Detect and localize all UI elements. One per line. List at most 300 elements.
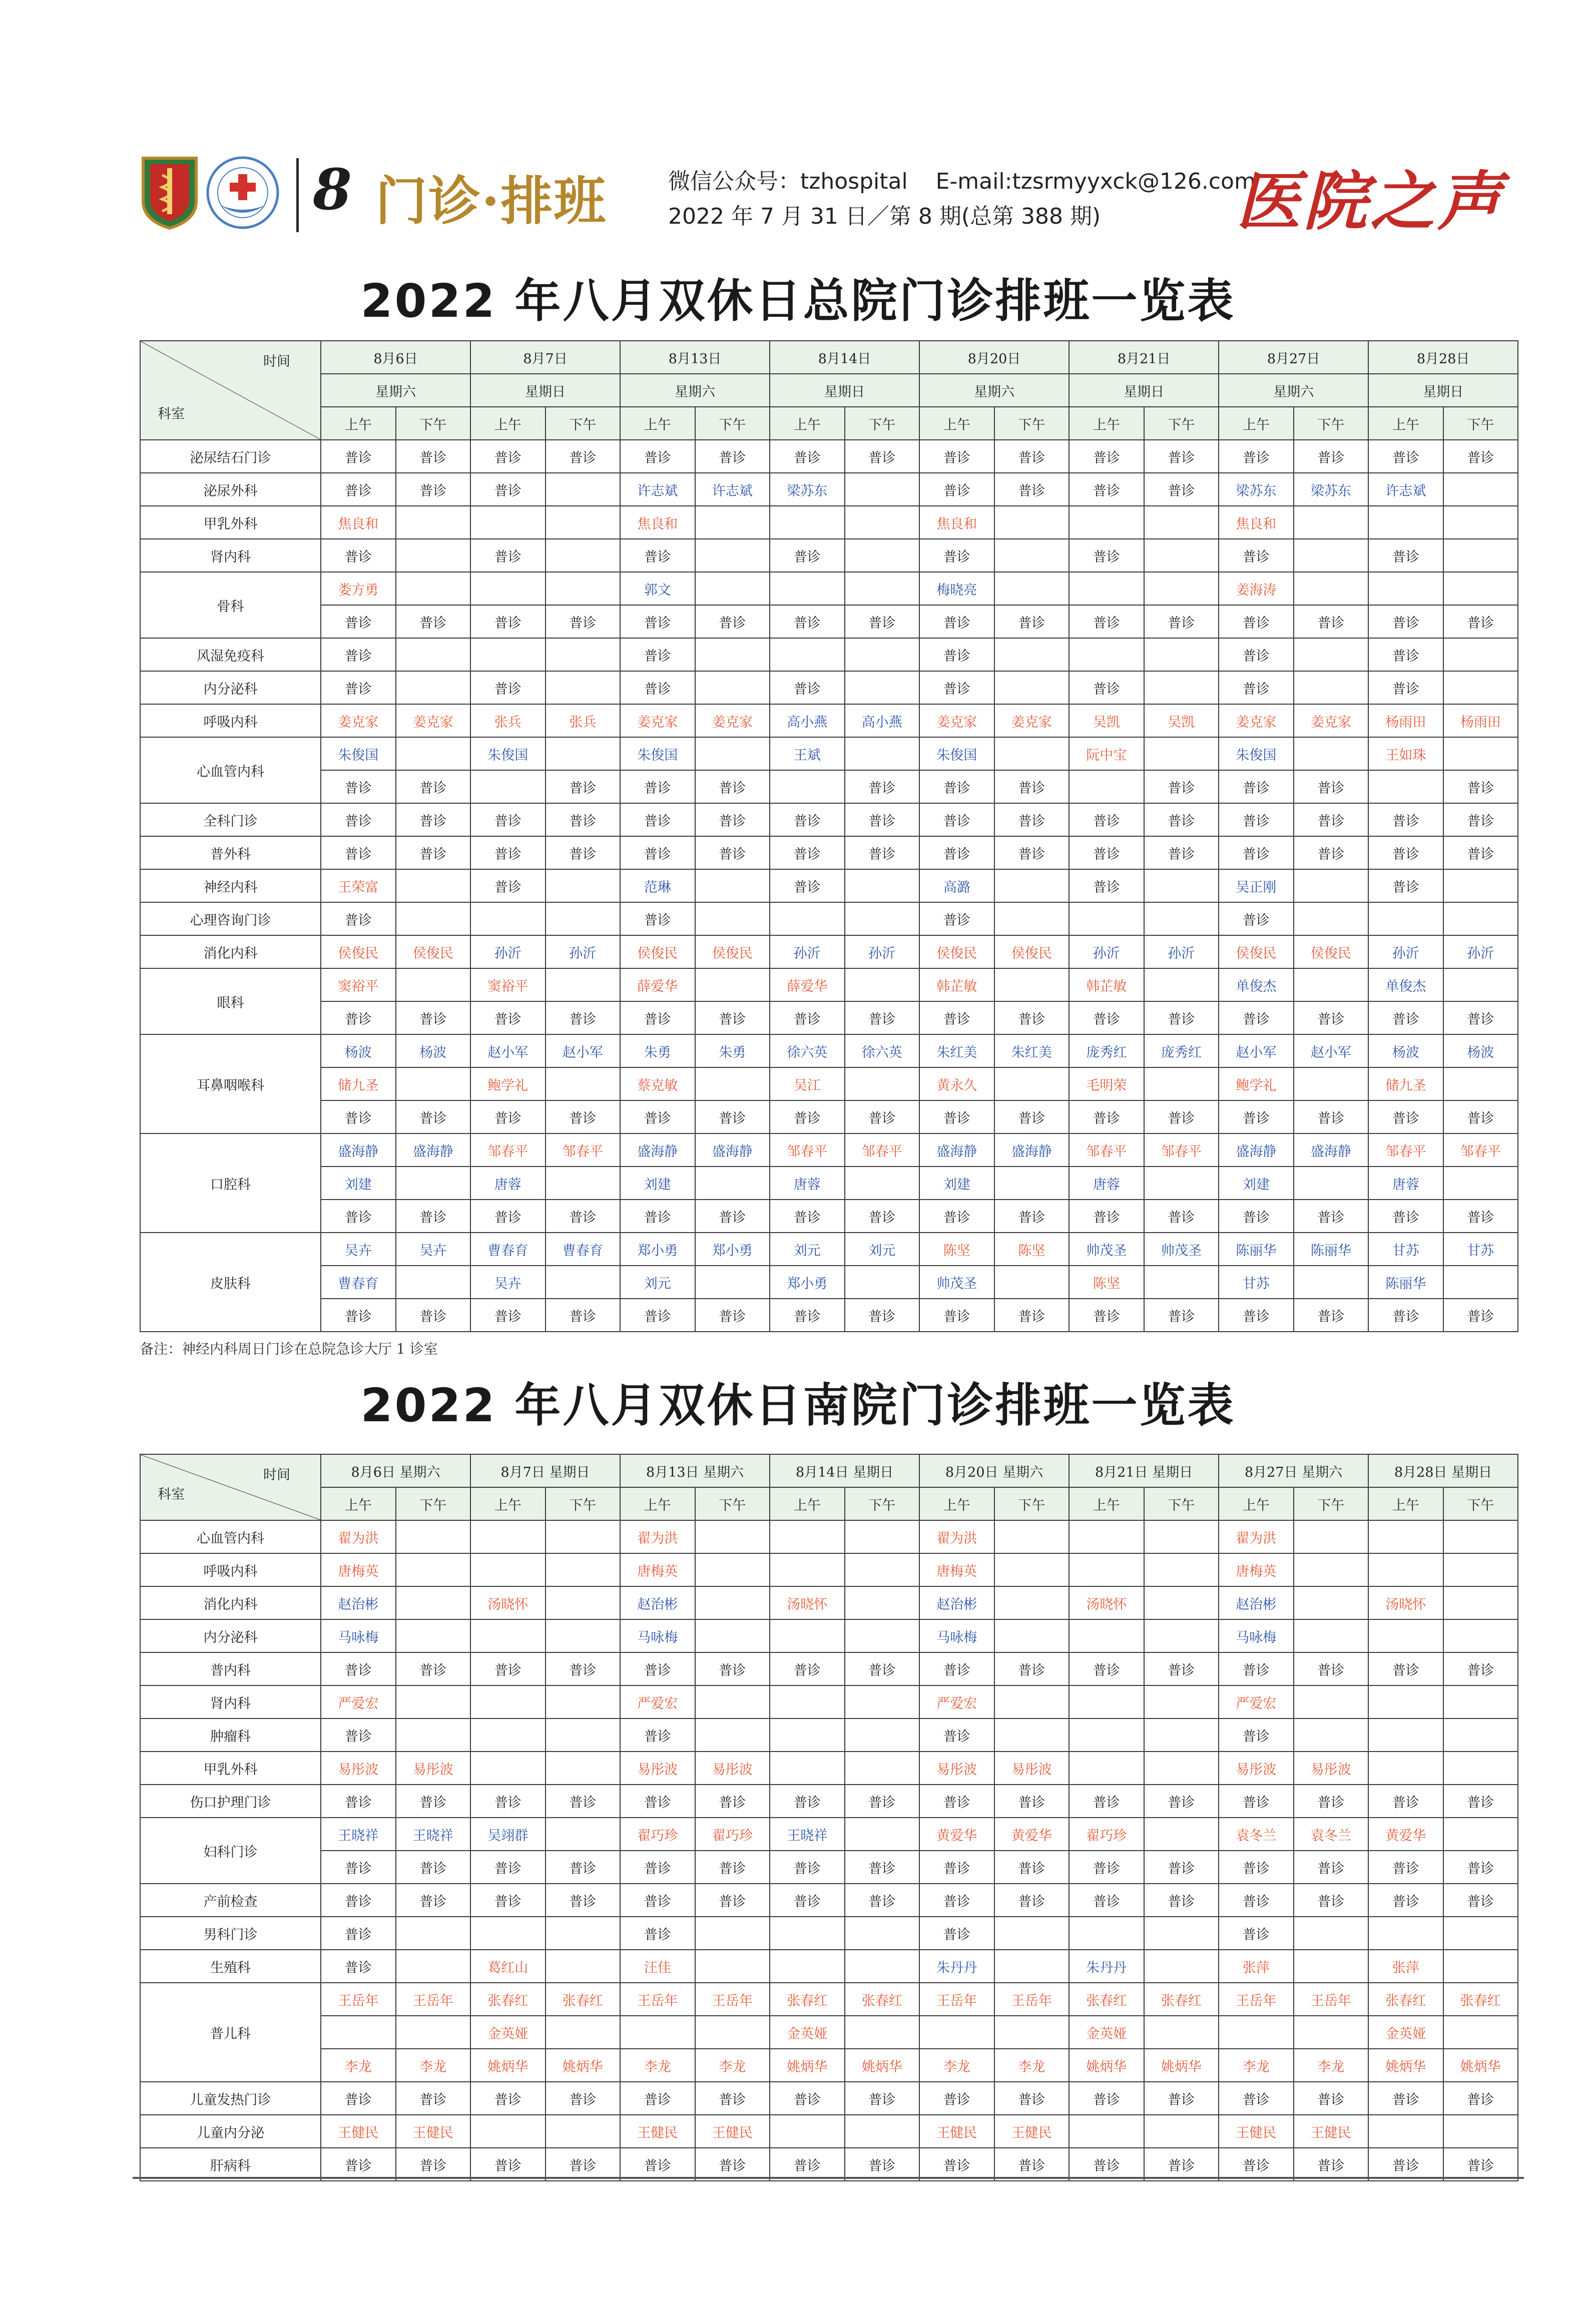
weekday-header: 星期六: [321, 374, 470, 407]
schedule-row: [140, 1520, 1518, 1553]
corner-dept-label: 科室: [158, 406, 185, 422]
schedule-row: [140, 1167, 1518, 1200]
schedule-cell: 赵治彬: [919, 1586, 994, 1619]
schedule-row: [140, 671, 1518, 704]
schedule-cell: 普诊: [1144, 605, 1219, 638]
schedule-cell: [994, 1950, 1070, 1983]
schedule-row: [140, 1100, 1518, 1133]
schedule-cell: [1294, 671, 1369, 704]
schedule-row: [140, 902, 1518, 935]
schedule-cell: 普诊: [321, 902, 396, 935]
schedule-cell: 朱俊国: [620, 737, 695, 770]
schedule-cell: 普诊: [770, 803, 845, 836]
schedule-cell: 普诊: [1069, 539, 1144, 572]
schedule-cell: 王岳年: [1219, 1983, 1294, 2016]
schedule-cell: 普诊: [919, 1200, 994, 1233]
schedule-cell: [396, 1718, 471, 1752]
schedule-cell: 普诊: [1219, 770, 1294, 803]
schedule-cell: [1443, 902, 1518, 935]
schedule-cell: 普诊: [620, 902, 695, 935]
schedule-cell: 普诊: [546, 2148, 621, 2181]
schedule-cell: 普诊: [1144, 1652, 1219, 1685]
schedule-cell: 邹春平: [1443, 1133, 1518, 1167]
weekday-header-row: [140, 374, 1518, 407]
schedule-cell: 普诊: [321, 1917, 396, 1950]
schedule-cell: 普诊: [1294, 770, 1369, 803]
schedule-cell: 盛海静: [620, 1133, 695, 1167]
schedule-cell: 普诊: [620, 1652, 695, 1685]
weekday-header: 星期日: [470, 374, 620, 407]
schedule-cell: [1443, 1752, 1518, 1785]
schedule-cell: 盛海静: [919, 1133, 994, 1167]
schedule-cell: 普诊: [1443, 1884, 1518, 1917]
schedule-cell: [1368, 2115, 1443, 2148]
schedule-cell: 普诊: [546, 1785, 621, 1818]
schedule-cell: [1294, 638, 1369, 671]
schedule-cell: 普诊: [695, 2082, 770, 2115]
schedule-cell: 普诊: [396, 1299, 471, 1332]
schedule-cell: 马咏梅: [321, 1619, 396, 1652]
schedule-cell: [1069, 770, 1144, 803]
schedule-cell: 普诊: [546, 836, 621, 869]
schedule-cell: 邹春平: [845, 1133, 920, 1167]
schedule-row: [140, 1266, 1518, 1299]
schedule-cell: 王岳年: [695, 1983, 770, 2016]
schedule-cell: 普诊: [1443, 605, 1518, 638]
schedule-cell: 朱丹丹: [919, 1950, 994, 1983]
schedule-cell: 姜克家: [994, 704, 1070, 737]
schedule-cell: [845, 737, 920, 770]
schedule-cell: 葛红山: [470, 1950, 546, 1983]
schedule-cell: [1294, 1167, 1369, 1200]
afternoon-header: 下午: [1144, 1487, 1219, 1520]
department-name: 内分泌科: [140, 671, 321, 704]
schedule-cell: [396, 1950, 471, 1983]
department-name: 口腔科: [140, 1133, 321, 1233]
schedule-cell: 普诊: [695, 803, 770, 836]
schedule-cell: [695, 1950, 770, 1983]
schedule-cell: 高小燕: [845, 704, 920, 737]
schedule-cell: 普诊: [919, 638, 994, 671]
schedule-cell: 普诊: [321, 539, 396, 572]
schedule-cell: [546, 1917, 621, 1950]
morning-header: 上午: [620, 407, 695, 440]
schedule-cell: [845, 1685, 920, 1718]
schedule-cell: 娄方勇: [321, 572, 396, 605]
schedule-cell: 普诊: [919, 1917, 994, 1950]
schedule-cell: 普诊: [919, 539, 994, 572]
department-name: 儿童发热门诊: [140, 2082, 321, 2115]
schedule-row: [140, 803, 1518, 836]
schedule-cell: 普诊: [1069, 1652, 1144, 1685]
schedule-cell: 王晓祥: [770, 1818, 845, 1851]
schedule-cell: 孙沂: [1443, 935, 1518, 968]
schedule-cell: [396, 1619, 471, 1652]
schedule-cell: [994, 737, 1070, 770]
schedule-cell: [845, 506, 920, 539]
schedule-cell: 普诊: [1443, 1652, 1518, 1685]
schedule-cell: 侯俊民: [620, 935, 695, 968]
schedule-cell: 窦裕平: [470, 968, 546, 1001]
schedule-row: [140, 1752, 1518, 1785]
schedule-cell: 普诊: [321, 1200, 396, 1233]
schedule-row: [140, 1034, 1518, 1067]
schedule-cell: 普诊: [1294, 1785, 1369, 1818]
schedule-cell: 普诊: [1219, 1299, 1294, 1332]
schedule-cell: 普诊: [919, 440, 994, 473]
schedule-cell: 翟为洪: [321, 1520, 396, 1553]
schedule-cell: 普诊: [1368, 440, 1443, 473]
schedule-cell: [396, 506, 471, 539]
afternoon-header: 下午: [695, 1487, 770, 1520]
schedule-cell: 王健民: [994, 2115, 1070, 2148]
schedule-cell: [1443, 506, 1518, 539]
schedule-cell: 普诊: [321, 770, 396, 803]
afternoon-header: 下午: [1144, 407, 1219, 440]
half-day-header-row: [140, 407, 1518, 440]
schedule-cell: [470, 2115, 546, 2148]
schedule-cell: 普诊: [546, 440, 621, 473]
schedule-cell: 普诊: [1219, 1100, 1294, 1133]
schedule-cell: 普诊: [1294, 2082, 1369, 2115]
half-day-header-row: [140, 1487, 1518, 1520]
schedule-cell: [1294, 506, 1369, 539]
schedule-cell: 普诊: [546, 1299, 621, 1332]
schedule-cell: 焦良和: [1219, 506, 1294, 539]
department-name: 肿瘤科: [140, 1718, 321, 1752]
schedule-cell: 庞秀红: [1069, 1034, 1144, 1067]
schedule-cell: 普诊: [770, 1100, 845, 1133]
weekday-header: 星期六: [620, 374, 770, 407]
schedule-cell: [994, 1520, 1070, 1553]
schedule-cell: 姜克家: [1219, 704, 1294, 737]
schedule-cell: 普诊: [1368, 605, 1443, 638]
schedule-cell: 普诊: [770, 1785, 845, 1818]
schedule-cell: 普诊: [1144, 1100, 1219, 1133]
schedule-cell: [845, 539, 920, 572]
schedule-cell: [321, 2016, 396, 2049]
department-name: 伤口护理门诊: [140, 1785, 321, 1818]
schedule-cell: 普诊: [396, 1785, 471, 1818]
schedule-cell: 普诊: [396, 605, 471, 638]
schedule-cell: 袁冬兰: [1294, 1818, 1369, 1851]
schedule-row: [140, 2016, 1518, 2049]
schedule-cell: 焦良和: [620, 506, 695, 539]
schedule-cell: 黄永久: [919, 1067, 994, 1100]
schedule-cell: [1443, 1917, 1518, 1950]
schedule-cell: 朱勇: [695, 1034, 770, 1067]
schedule-cell: [1368, 902, 1443, 935]
afternoon-header: 下午: [695, 407, 770, 440]
schedule-cell: 刘建: [1219, 1167, 1294, 1200]
schedule-cell: [770, 1752, 845, 1785]
schedule-cell: 普诊: [396, 2148, 471, 2181]
schedule-cell: 普诊: [919, 473, 994, 506]
schedule-cell: [1294, 572, 1369, 605]
schedule-cell: [1368, 506, 1443, 539]
morning-header: 上午: [470, 1487, 546, 1520]
schedule-cell: 普诊: [919, 1785, 994, 1818]
schedule-cell: 易彤波: [396, 1752, 471, 1785]
schedule-cell: 王岳年: [321, 1983, 396, 2016]
schedule-cell: [1443, 671, 1518, 704]
schedule-cell: [1368, 572, 1443, 605]
corner-dept-label: 科室: [158, 1487, 185, 1502]
schedule-cell: 唐蓉: [470, 1167, 546, 1200]
schedule-row: [140, 869, 1518, 902]
schedule-cell: 蔡克敏: [620, 1067, 695, 1100]
schedule-cell: 普诊: [1368, 836, 1443, 869]
schedule-cell: 汤晓怀: [1069, 1586, 1144, 1619]
schedule-cell: [1219, 2016, 1294, 2049]
department-name: 普内科: [140, 1652, 321, 1685]
schedule-cell: 孙沂: [770, 935, 845, 968]
schedule-cell: 普诊: [845, 803, 920, 836]
schedule-cell: 普诊: [620, 1785, 695, 1818]
schedule-cell: 普诊: [470, 1884, 546, 1917]
schedule-cell: 普诊: [1219, 1884, 1294, 1917]
schedule-cell: 张春红: [1144, 1983, 1219, 2016]
schedule-cell: 普诊: [321, 1851, 396, 1884]
schedule-cell: [1069, 1619, 1144, 1652]
schedule-cell: 王健民: [695, 2115, 770, 2148]
schedule-cell: 储九圣: [321, 1067, 396, 1100]
schedule-cell: 梁苏东: [770, 473, 845, 506]
schedule-cell: 普诊: [994, 2148, 1070, 2181]
schedule-cell: 普诊: [1294, 1001, 1369, 1034]
schedule-cell: [396, 1266, 471, 1299]
schedule-cell: [1294, 902, 1369, 935]
schedule-cell: [770, 638, 845, 671]
schedule-cell: 普诊: [919, 1299, 994, 1332]
schedule-cell: 普诊: [396, 1200, 471, 1233]
schedule-cell: 易彤波: [994, 1752, 1070, 1785]
schedule-cell: 普诊: [1144, 1299, 1219, 1332]
department-name: 生殖科: [140, 1950, 321, 1983]
weekday-header: 星期六: [1219, 374, 1368, 407]
schedule-cell: 普诊: [695, 1001, 770, 1034]
schedule-cell: [1368, 1752, 1443, 1785]
morning-header: 上午: [321, 1487, 396, 1520]
schedule-cell: [1144, 737, 1219, 770]
schedule-cell: 王晓祥: [321, 1818, 396, 1851]
schedule-cell: 普诊: [1219, 1200, 1294, 1233]
schedule-row: [140, 2082, 1518, 2115]
schedule-cell: [994, 869, 1070, 902]
schedule-cell: 普诊: [919, 770, 994, 803]
schedule-cell: [1144, 1067, 1219, 1100]
schedule-cell: [546, 671, 621, 704]
schedule-cell: [620, 2016, 695, 2049]
schedule-cell: 普诊: [1219, 638, 1294, 671]
schedule-row: [140, 1851, 1518, 1884]
schedule-cell: 普诊: [1219, 2148, 1294, 2181]
schedule-cell: 普诊: [1443, 803, 1518, 836]
schedule-cell: [845, 1067, 920, 1100]
schedule-cell: 马咏梅: [1219, 1619, 1294, 1652]
schedule-cell: [396, 869, 471, 902]
schedule-cell: [1144, 1586, 1219, 1619]
schedule-cell: [1443, 1167, 1518, 1200]
date-header: 8月21日: [1069, 341, 1219, 374]
schedule-cell: [1443, 2115, 1518, 2148]
schedule-cell: 普诊: [1069, 836, 1144, 869]
schedule-cell: 赵治彬: [620, 1586, 695, 1619]
schedule-cell: 翟巧珍: [620, 1818, 695, 1851]
schedule-cell: [845, 1718, 920, 1752]
schedule-cell: 陈丽华: [1368, 1266, 1443, 1299]
schedule-cell: 普诊: [321, 1785, 396, 1818]
schedule-cell: 普诊: [321, 1884, 396, 1917]
schedule-cell: 普诊: [770, 605, 845, 638]
schedule-cell: 杨雨田: [1443, 704, 1518, 737]
schedule-cell: 普诊: [994, 770, 1070, 803]
schedule-cell: 普诊: [1219, 902, 1294, 935]
corner-time-label: 时间: [263, 1467, 290, 1483]
schedule-cell: 普诊: [1294, 1200, 1369, 1233]
department-name: 产前检查: [140, 1884, 321, 1917]
schedule-cell: 普诊: [620, 2082, 695, 2115]
schedule-cell: 普诊: [620, 1100, 695, 1133]
department-name: 儿童内分泌: [140, 2115, 321, 2148]
schedule-cell: [1443, 638, 1518, 671]
schedule-cell: 王晓祥: [396, 1818, 471, 1851]
schedule-cell: 普诊: [1219, 440, 1294, 473]
date-header-row: [140, 1454, 1518, 1487]
schedule-row: [140, 1299, 1518, 1332]
schedule-cell: 普诊: [396, 1001, 471, 1034]
schedule-cell: [695, 869, 770, 902]
schedule-cell: 普诊: [994, 803, 1070, 836]
schedule-cell: 普诊: [470, 1299, 546, 1332]
schedule-cell: 刘建: [919, 1167, 994, 1200]
schedule-row: [140, 935, 1518, 968]
schedule-cell: 普诊: [770, 1652, 845, 1685]
schedule-cell: 普诊: [919, 836, 994, 869]
schedule-cell: 普诊: [994, 1100, 1070, 1133]
schedule-cell: [546, 473, 621, 506]
schedule-cell: 普诊: [1368, 2082, 1443, 2115]
schedule-cell: [845, 1752, 920, 1785]
schedule-cell: 刘元: [770, 1233, 845, 1266]
corner-time-label: 时间: [263, 354, 290, 369]
schedule-cell: 普诊: [470, 440, 546, 473]
schedule-cell: 张春红: [470, 1983, 546, 2016]
schedule-cell: [470, 1685, 546, 1718]
schedule-cell: 张春红: [845, 1983, 920, 2016]
schedule-cell: 甘苏: [1443, 1233, 1518, 1266]
department-name: 普外科: [140, 836, 321, 869]
schedule-cell: [1144, 869, 1219, 902]
afternoon-header: 下午: [994, 1487, 1070, 1520]
schedule-cell: 普诊: [620, 671, 695, 704]
schedule-cell: [1294, 1917, 1369, 1950]
schedule-cell: 普诊: [695, 1785, 770, 1818]
schedule-cell: [845, 1586, 920, 1619]
schedule-cell: 邹春平: [1368, 1133, 1443, 1167]
schedule-cell: 普诊: [1294, 440, 1369, 473]
schedule-cell: [994, 572, 1070, 605]
schedule-cell: 普诊: [620, 605, 695, 638]
schedule-cell: [845, 638, 920, 671]
schedule-cell: 普诊: [620, 1001, 695, 1034]
schedule-cell: 普诊: [1219, 1718, 1294, 1752]
schedule-cell: 普诊: [1219, 605, 1294, 638]
schedule-cell: [1368, 1619, 1443, 1652]
schedule-cell: 普诊: [695, 1299, 770, 1332]
schedule-cell: [845, 968, 920, 1001]
schedule-cell: 普诊: [919, 1652, 994, 1685]
morning-header: 上午: [1219, 1487, 1294, 1520]
schedule-cell: 陈丽华: [1219, 1233, 1294, 1266]
schedule-cell: [845, 1167, 920, 1200]
schedule-cell: [546, 902, 621, 935]
schedule-cell: 普诊: [396, 1100, 471, 1133]
schedule-cell: 翟巧珍: [695, 1818, 770, 1851]
schedule-cell: 普诊: [1294, 1100, 1369, 1133]
schedule-row: [140, 1619, 1518, 1652]
schedule-cell: 普诊: [321, 1299, 396, 1332]
schedule-cell: [1144, 506, 1219, 539]
schedule-cell: 朱红美: [919, 1034, 994, 1067]
schedule-cell: [994, 539, 1070, 572]
schedule-cell: 普诊: [1294, 1299, 1369, 1332]
schedule-cell: [396, 902, 471, 935]
schedule-cell: 普诊: [1368, 803, 1443, 836]
schedule-cell: [770, 572, 845, 605]
schedule-cell: [1144, 1553, 1219, 1586]
schedule-row: [140, 2148, 1518, 2181]
schedule-cell: 翟为洪: [620, 1520, 695, 1553]
afternoon-header: 下午: [546, 1487, 621, 1520]
schedule-cell: [1294, 2016, 1369, 2049]
department-name: 消化内科: [140, 1586, 321, 1619]
schedule-cell: [1443, 539, 1518, 572]
schedule-cell: 普诊: [1219, 1785, 1294, 1818]
schedule-cell: [1144, 572, 1219, 605]
schedule-cell: 普诊: [994, 1851, 1070, 1884]
schedule-cell: 普诊: [994, 1652, 1070, 1685]
schedule-cell: 侯俊民: [321, 935, 396, 968]
schedule-cell: 邹春平: [1144, 1133, 1219, 1167]
department-name: 呼吸内科: [140, 1553, 321, 1586]
schedule-cell: 普诊: [770, 440, 845, 473]
schedule-cell: [845, 2016, 920, 2049]
schedule-cell: 盛海静: [321, 1133, 396, 1167]
afternoon-header: 下午: [994, 407, 1070, 440]
schedule-cell: 普诊: [994, 473, 1070, 506]
schedule-cell: 王斌: [770, 737, 845, 770]
schedule-cell: [396, 671, 471, 704]
schedule-cell: [1443, 1818, 1518, 1851]
schedule-cell: [695, 1520, 770, 1553]
schedule-cell: 许志斌: [620, 473, 695, 506]
schedule-cell: 普诊: [470, 1001, 546, 1034]
schedule-row: [140, 1884, 1518, 1917]
schedule-row: [140, 1818, 1518, 1851]
schedule-cell: [470, 1619, 546, 1652]
schedule-cell: 唐蓉: [1069, 1167, 1144, 1200]
schedule-cell: 唐梅英: [919, 1553, 994, 1586]
schedule-cell: [695, 506, 770, 539]
schedule-cell: 普诊: [770, 539, 845, 572]
department-name: 心理咨询门诊: [140, 902, 321, 935]
schedule-cell: 郑小勇: [695, 1233, 770, 1266]
schedule-cell: [695, 1586, 770, 1619]
schedule-cell: [994, 1685, 1070, 1718]
schedule-cell: 普诊: [919, 1100, 994, 1133]
schedule-cell: [546, 1266, 621, 1299]
